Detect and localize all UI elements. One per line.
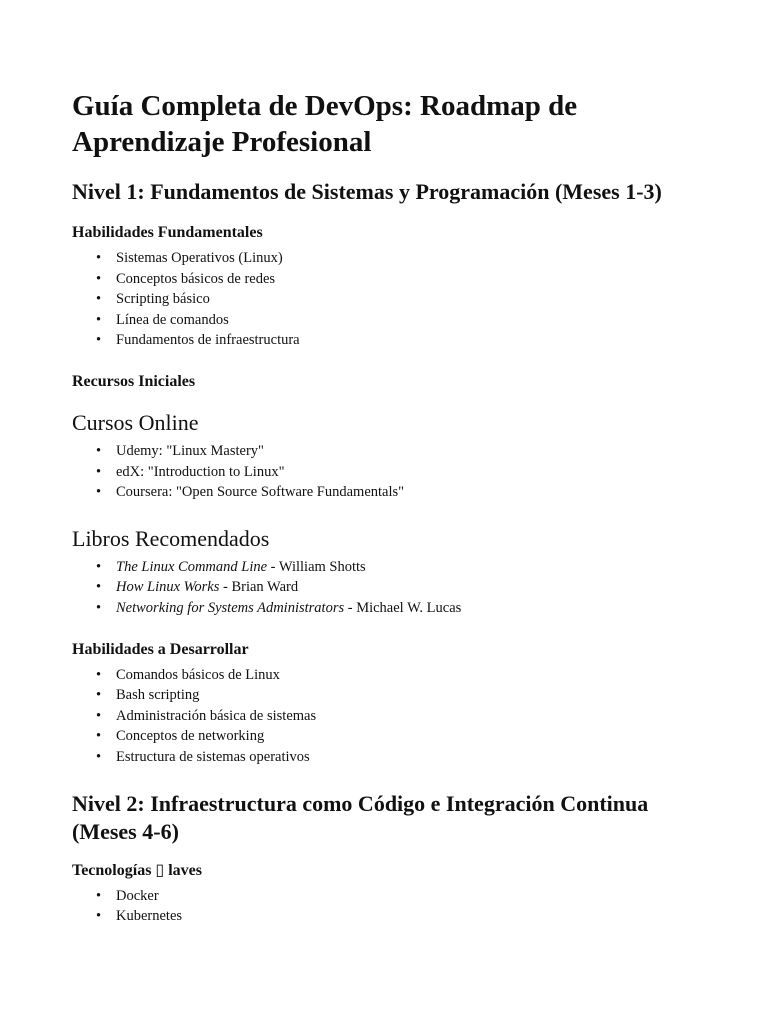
- list-item: [72, 462, 696, 483]
- cursos-online-heading: Cursos Online: [72, 409, 199, 435]
- list-item-text: Línea de comandos: [116, 311, 229, 328]
- list-item-text: Conceptos de networking: [116, 728, 265, 745]
- list-item-text: Estructura de sistemas operativos: [116, 748, 310, 765]
- book-title: Networking for Systems Administrators: [116, 599, 345, 616]
- book-author: - William Shotts: [267, 558, 366, 575]
- list-item-text: Fundamentos de infraestructura: [116, 332, 300, 349]
- list-item-text: Bash scripting: [116, 687, 200, 704]
- list-item-text: Comandos básicos de Linux: [116, 666, 280, 683]
- list-item: [72, 577, 696, 598]
- list-item: [72, 726, 696, 747]
- bullet-icon: •: [96, 887, 102, 904]
- bullet-icon: •: [96, 332, 102, 349]
- book-author: - Michael W. Lucas: [344, 599, 462, 616]
- list-item: [72, 685, 696, 706]
- bullet-icon: •: [96, 270, 102, 287]
- list-item: [72, 441, 696, 462]
- bullet-icon: •: [96, 748, 102, 765]
- libros-recomendados-list: [72, 557, 696, 619]
- list-item: [72, 310, 696, 331]
- bullet-icon: •: [96, 558, 102, 575]
- bullet-icon: •: [96, 311, 102, 328]
- habilidades-fundamentales-list: [72, 248, 696, 351]
- list-item: [72, 330, 696, 351]
- bullet-icon: •: [96, 463, 102, 480]
- list-item: [72, 747, 696, 768]
- recursos-iniciales-heading: Recursos Iniciales: [72, 372, 196, 390]
- book-author: - Brian Ward: [219, 579, 299, 596]
- habilidades-desarrollar-list: [72, 665, 696, 768]
- list-item: [72, 557, 696, 578]
- list-item-text: edX: "Introduction to Linux": [116, 463, 285, 480]
- bullet-icon: •: [96, 666, 102, 683]
- bullet-icon: •: [96, 599, 102, 616]
- bullet-icon: •: [96, 442, 102, 459]
- tecnologias-clave-heading: Tecnologías ▯ laves: [72, 861, 202, 879]
- libros-recomendados-heading: Libros Recomendados: [72, 525, 270, 551]
- cursos-online-list: [72, 441, 696, 503]
- list-item: [72, 706, 696, 727]
- list-item: [72, 906, 696, 927]
- list-item: [72, 886, 696, 907]
- list-item-text: Kubernetes: [116, 908, 183, 925]
- list-item: [72, 269, 696, 290]
- bullet-icon: •: [96, 687, 102, 704]
- list-item-text: Sistemas Operativos (Linux): [116, 250, 283, 266]
- bullet-icon: •: [96, 728, 102, 745]
- list-item-text: Administración básica de sistemas: [116, 707, 317, 724]
- bullet-icon: •: [96, 908, 102, 925]
- tecnologias-clave-list: [72, 886, 696, 927]
- list-item-text: Coursera: "Open Source Software Fundamentals": [116, 484, 405, 501]
- list-item-text: Udemy: "Linux Mastery": [116, 442, 264, 459]
- list-item-text: Docker: [116, 887, 159, 904]
- nivel-1-heading: Nivel 1: Fundamentos de Sistemas y Programación (Meses 1-3): [72, 179, 662, 204]
- bullet-icon: •: [96, 579, 102, 596]
- bullet-icon: •: [96, 484, 102, 501]
- document-title: Guía Completa de DevOps: Roadmap de Aprendizaje Profesional: [72, 90, 578, 158]
- document-content: [72, 88, 696, 947]
- book-title: The Linux Command Line: [116, 558, 268, 575]
- list-item: [72, 598, 696, 619]
- bullet-icon: •: [96, 707, 102, 724]
- nivel-2-heading: Nivel 2: Infraestructura como Código e Integración Continua (Meses 4-6): [72, 790, 649, 844]
- list-item-text: Scripting básico: [116, 291, 210, 308]
- book-title: How Linux Works: [116, 579, 220, 596]
- habilidades-desarrollar-heading: Habilidades a Desarrollar: [72, 640, 249, 658]
- list-item: [72, 248, 696, 269]
- list-item-text: Conceptos básicos de redes: [116, 270, 276, 287]
- bullet-icon: •: [96, 250, 102, 266]
- list-item: [72, 665, 696, 686]
- habilidades-fundamentales-heading: Habilidades Fundamentales: [72, 224, 263, 241]
- list-item: [72, 289, 696, 310]
- list-item: [72, 482, 696, 503]
- bullet-icon: •: [96, 291, 102, 308]
